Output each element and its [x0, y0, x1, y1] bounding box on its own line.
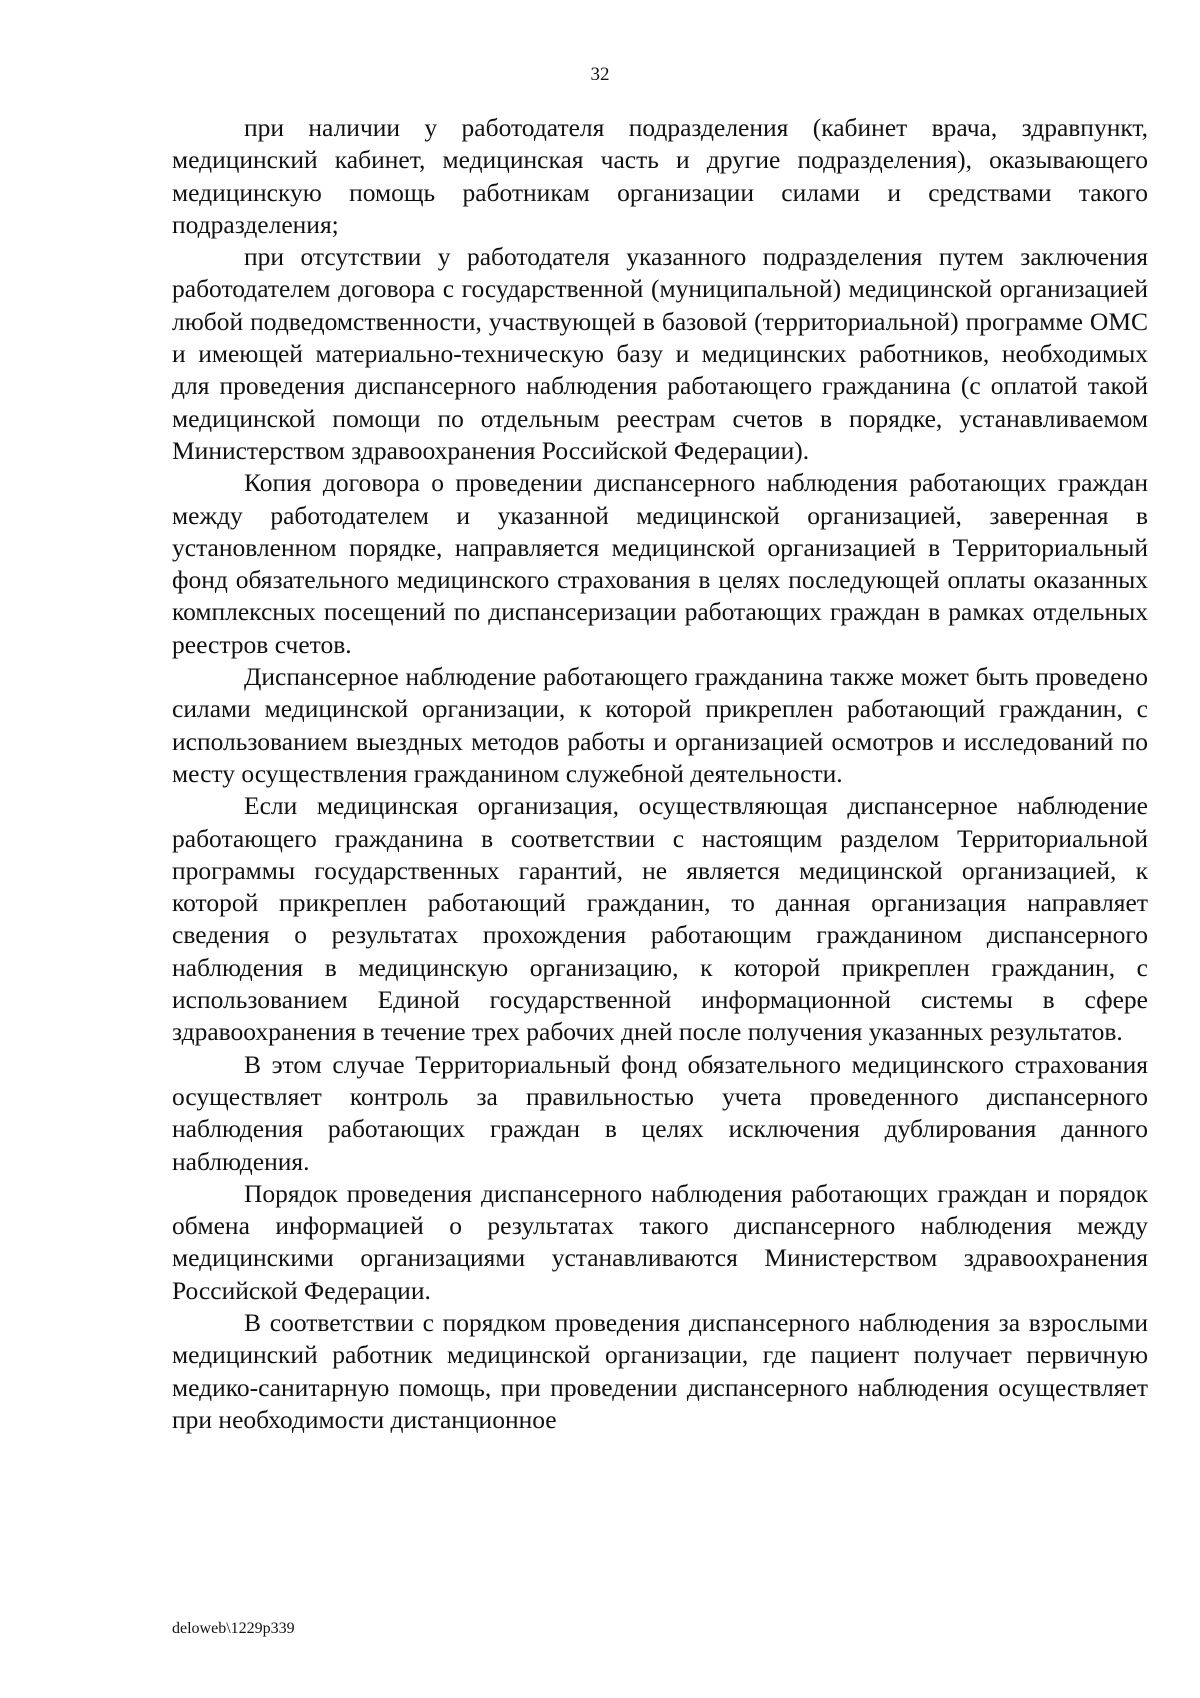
document-footer-code: deloweb\1229p339	[172, 1620, 295, 1637]
document-body	[172, 112, 1148, 1436]
paragraph-remote-monitoring: В соответствии с порядком проведения диспансерного наблюдения за взрослыми медицинский работник медицинской организации, где пациент получает первичную медико-санитарную помощь, при проведении диспансерного наблюдения осуществляет при необходимости дистанционное	[172, 1307, 1148, 1434]
paragraph-attached-organization: Диспансерное наблюдение работающего гражданина также может быть проведено силами медицинской организации, к которой прикреплен работающий гражданин, с использованием выездных методов работы и организацией осмотров и исследований по месту осуществления гражданином служебной деятельности.	[172, 662, 1148, 788]
page-number: 32	[590, 64, 610, 85]
paragraph-fund-control: В этом случае Территориальный фонд обязательного медицинского страхования осуществляет контроль за правильностью учета проведенного диспансерного наблюдения работающих граждан в целях исключения дублирования данного наблюдения.	[172, 1049, 1148, 1176]
paragraph-employer-unit: при наличии у работодателя подразделения (кабинет врача, здравпункт, медицинский кабинет, медицинская часть и другие подразделения), оказывающего медицинскую помощь работникам организации силами и средствами такого подразделения;	[172, 113, 1148, 239]
paragraph-contract-copy: Копия договора о проведении диспансерного наблюдения работающих граждан между работодателем и указанной медицинской организацией, заверенная в установленном порядке, направляется медицинской организацией в Территориальный фонд обязательного медицинского страхования в целях последующей оплаты оказанных комплексных посещений по диспансеризации работающих граждан в рамках отдельных реестров счетов.	[172, 468, 1148, 659]
paragraph-results-transfer: Если медицинская организация, осуществляющая диспансерное наблюдение работающего гражданина в соответствии с настоящим разделом Территориальной программы государственных гарантий, не является медицинской организацией, к которой прикреплен работающий гражданин, то данная организация направляет сведения о результатах прохождения работающим гражданином диспансерного наблюдения в медицинскую организацию, к которой прикреплен гражданин, с использованием Единой государственной информационной системы в сфере здравоохранения в течение трех рабочих дней после получения указанных результатов.	[172, 791, 1148, 1047]
paragraph-no-unit-contract: при отсутствии у работодателя указанного подразделения путем заключения работодателем договора с государственной (муниципальной) медицинской организацией любой подведомственности, участвующей в базовой (территориальной) программе ОМС и имеющей материально-техническую базу и медицинских работников, необходимых для проведения диспансерного наблюдения работающего гражданина (с оплатой такой медицинской помощи по отдельным реестрам счетов в порядке, устанавливаемом Министерством здравоохранения Российской Федерации).	[172, 242, 1148, 465]
paragraph-procedure: Порядок проведения диспансерного наблюдения работающих граждан и порядок обмена информацией о результатах такого диспансерного наблюдения между медицинскими организациями устанавливаются Министерством здравоохранения Российской Федерации.	[172, 1178, 1148, 1305]
